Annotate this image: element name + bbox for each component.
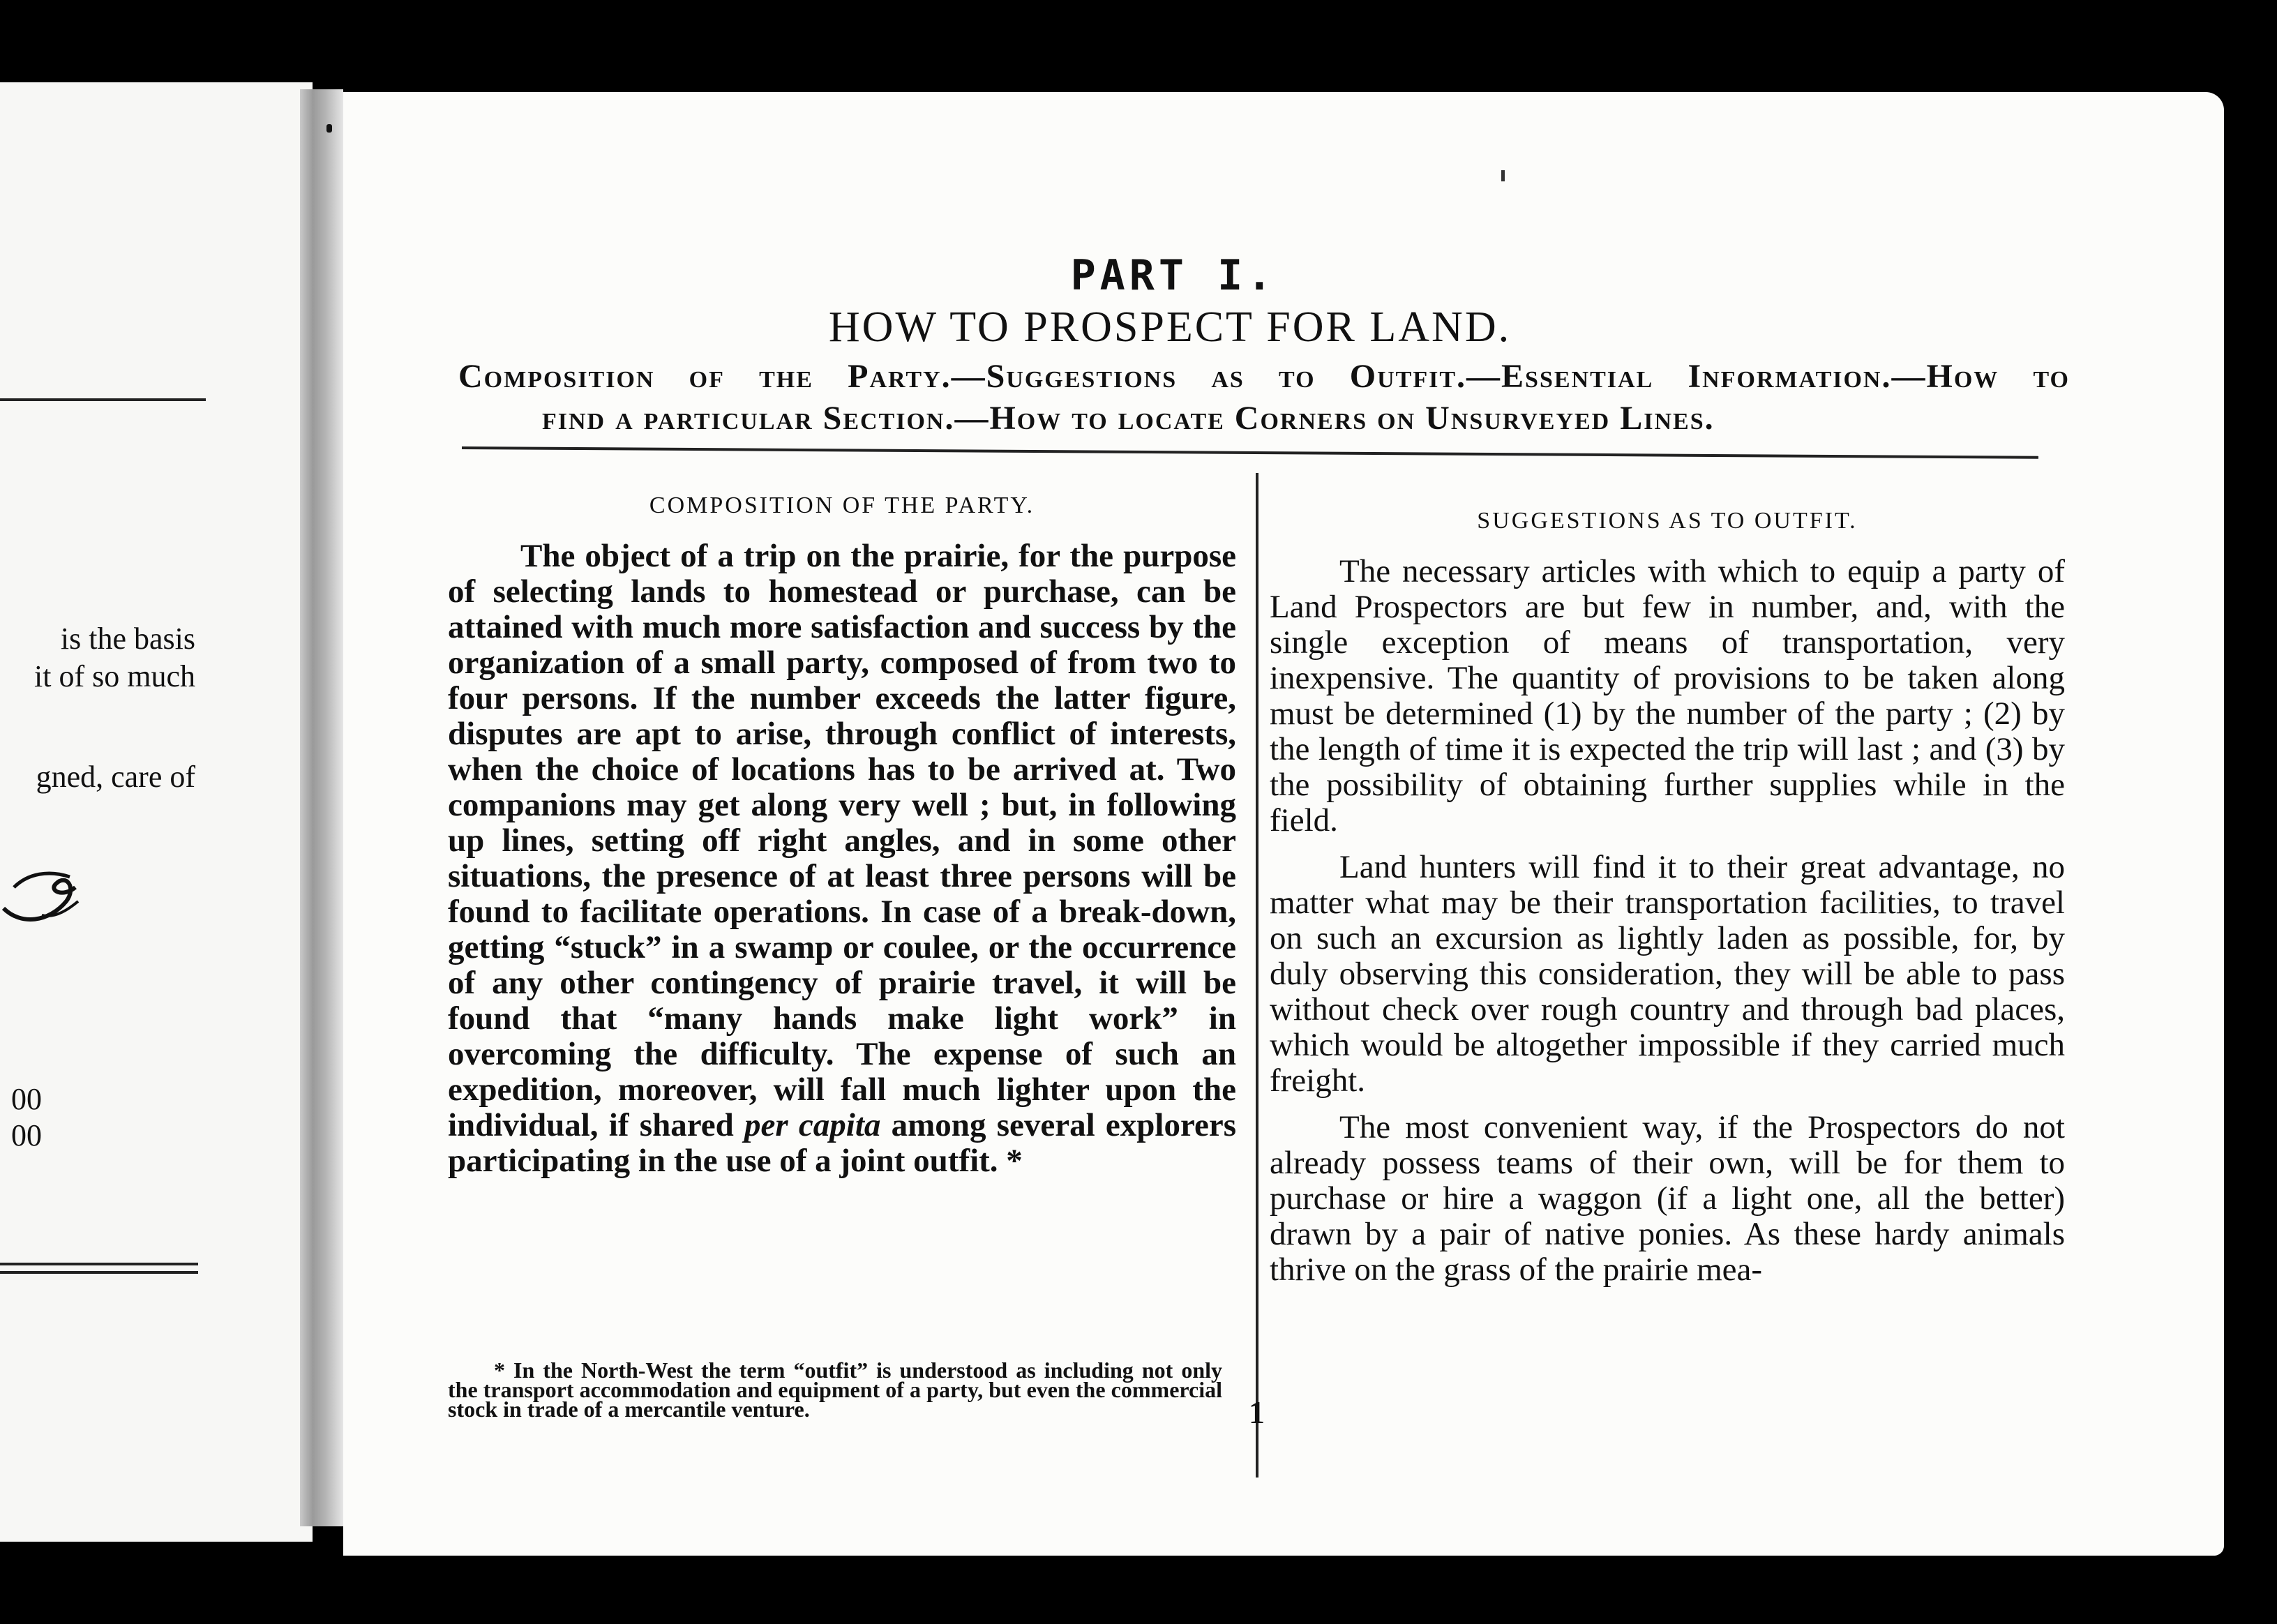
footnote: * In the North-West the term “outfit” is understood as including not only the transport accommodation and equipment of a party, but even the commercial stock in trade of a mercantile venture. [448, 1358, 1222, 1422]
left-paragraph-text-a: The object of a trip on the prairie, for the purpose of selecting lands to homestead or purchase, can be attained with much more satisfaction and success by the organization of a small party, composed of from two to four persons. If the number exceeds the latter figure, disputes are apt to arise, through conflict of interests, when the choice of locations has to be arrived at. Two companions may get along very well ; but, in following up lines, setting off right angles, and in some other situations, the presence of at least three persons will be found to facilitate operations. In case of a break-down, getting “stuck” in a swamp or coulee, or the occurrence of any other contingency of prairie travel, it will be found that “many hands make light work” in overcoming the difficulty. The expense of such an expedition, moreover, will fall much lighter upon the individual, if shared [448, 538, 1236, 1143]
left-column-heading: COMPOSITION OF THE PARTY. [649, 493, 1035, 518]
gutter-speck [326, 124, 332, 133]
left-page-amount-1: 00 [11, 1082, 42, 1116]
left-page-double-rule-top [0, 1263, 198, 1265]
left-paragraph-italic: per capita [744, 1107, 881, 1143]
left-page-fragment-3: gned, care of [36, 760, 195, 794]
right-column-paragraph-1: The necessary articles with which to equip a party of Land Prospectors are but few in number, and, with the single exception of means of transportation, very inexpensive. The quantity of provisions to be taken along must be determined (1) by the number of the party ; (2) by the length of time it is expected the trip will last ; and (3) by the possibility of obtaining further supplies while in the field. [1270, 553, 2065, 839]
contents-line-1: Composition of the Party.—Suggestions as to Outfit.—Essential Information.—How to [458, 358, 2070, 395]
contents-line-2: find a particular Section.—How to locate Corners on Unsurveyed Lines. [542, 400, 1715, 437]
left-page-amount-2: 00 [11, 1118, 42, 1152]
left-page-fragment-2: it of so much [34, 659, 195, 693]
left-facing-page [0, 82, 313, 1542]
page-speck [1501, 170, 1505, 181]
left-page-double-rule-bottom [0, 1271, 198, 1274]
main-page [343, 92, 2224, 1556]
binding-gutter [300, 89, 343, 1526]
title-rule [462, 446, 2038, 459]
page-number: 1 [1249, 1394, 1265, 1430]
left-page-rule [0, 398, 206, 401]
left-column-paragraph [448, 539, 1236, 1179]
right-column-heading: SUGGESTIONS AS TO OUTFIT. [1477, 508, 1858, 534]
left-column [448, 493, 1236, 1179]
column-divider [1256, 473, 1258, 1478]
signature-fragment [0, 859, 84, 939]
right-column [1270, 508, 2065, 1299]
chapter-contents [458, 356, 2070, 439]
part-title: PART I. [1070, 251, 1277, 300]
right-column-paragraph-2: Land hunters will find it to their great advantage, no matter what may be their transportation facilities, to travel on such an excursion as lightly laden as possible, for, by duly observing this consideration, they will be able to pass without check over rough country and through bad places, which would be altogether impossible if they carried much freight. [1270, 849, 2065, 1099]
left-paragraph-text-b: among several explorers participating in the use of a joint outfit. * [448, 1107, 1236, 1179]
main-title: HOW TO PROSPECT FOR LAND. [828, 303, 1512, 351]
left-page-fragment-1: is the basis [60, 622, 195, 656]
right-column-paragraph-3: The most convenient way, if the Prospectors do not already possess teams of their own, will be for them to purchase or hire a waggon (if a light one, all the better) drawn by a pair of native ponies. As these hardy animals thrive on the grass of the prairie mea- [1270, 1109, 2065, 1288]
